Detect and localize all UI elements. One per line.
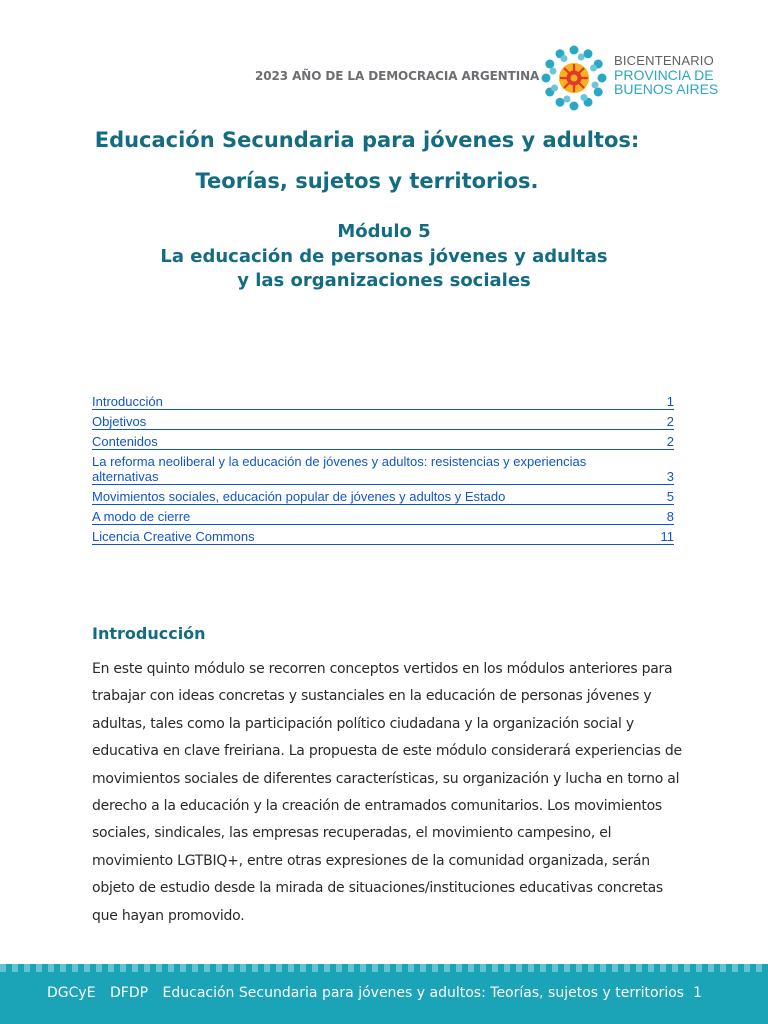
year-banner-text: 2023 AÑO DE LA DEMOCRACIA ARGENTINA xyxy=(255,69,540,83)
document-title: Educación Secundaria para jóvenes y adultos: xyxy=(94,128,640,152)
toc-entry-page: 8 xyxy=(666,509,674,524)
page-footer xyxy=(0,964,768,1024)
footer-org-dgcye: DGCyE xyxy=(47,985,96,1001)
toc-link-contenidos[interactable] xyxy=(92,432,674,450)
toc-entry-title: La reforma neoliberal y la educación de jóvenes y adultos: resistencias y experiencias alternativas xyxy=(92,454,587,484)
toc-link-introduccion[interactable] xyxy=(92,392,674,410)
toc-entry-title: Introducción xyxy=(92,394,163,409)
logo-line-bicentenario: BICENTENARIO xyxy=(614,53,714,68)
module-title-line1: La educación de personas jóvenes y adultas xyxy=(160,246,608,267)
province-emblem-icon xyxy=(540,44,608,112)
footer-org-dfdp: DFDP xyxy=(110,985,149,1001)
toc-entry-page: 2 xyxy=(666,414,674,429)
table-of-contents xyxy=(92,392,674,547)
page-header xyxy=(0,44,768,116)
document-subtitle: Teorías, sujetos y territorios. xyxy=(195,169,539,193)
toc-entry-page: 5 xyxy=(666,489,674,504)
toc-entry-title: Movimientos sociales, educación popular de jóvenes y adultos y Estado xyxy=(92,489,506,504)
toc-link-reforma-neoliberal[interactable] xyxy=(92,452,674,485)
toc-entry-title: Licencia Creative Commons xyxy=(92,529,255,544)
footer-caption xyxy=(47,985,694,1001)
toc-link-licencia[interactable] xyxy=(92,527,674,545)
toc-entry-title: Objetivos xyxy=(92,414,147,429)
footer-decorative-band xyxy=(0,964,768,972)
module-title-line2: y las organizaciones sociales xyxy=(237,270,531,291)
module-number: Módulo 5 xyxy=(337,221,431,242)
footer-course-title: Educación Secundaria para jóvenes y adultos: Teorías, sujetos y territorios xyxy=(162,985,685,1001)
toc-link-objetivos[interactable] xyxy=(92,412,674,430)
logo-line-buenos-aires: BUENOS AIRES xyxy=(614,81,719,97)
toc-entry-page: 3 xyxy=(666,469,674,484)
toc-entry-page: 2 xyxy=(666,434,674,449)
logo-line-provincia: PROVINCIA DE xyxy=(614,67,714,83)
toc-link-modo-de-cierre[interactable] xyxy=(92,507,674,525)
toc-entry-title: A modo de cierre xyxy=(92,509,191,524)
toc-entry-page: 1 xyxy=(666,394,674,409)
section-heading-introduccion: Introducción xyxy=(92,624,206,643)
footer-page-number: 1 xyxy=(693,985,702,1001)
province-logo-text xyxy=(614,54,724,96)
toc-link-movimientos-sociales[interactable] xyxy=(92,487,674,505)
toc-entry-page: 11 xyxy=(660,529,674,544)
introduction-paragraph: En este quinto módulo se recorren conceptos vertidos en los módulos anteriores para trabajar con ideas concretas y sustanciales en la educación de personas jóvenes y adultas, tales como la participación político ciudadana y la organización social y educativa en clave freiriana. La propuesta de este módulo considerará experiencias de movimientos sociales de diferentes características, su organización y lucha en torno al derecho a la educación y la creación de entramados comunitarios. Los movimientos sociales, sindicales, las empresas recuperadas, el movimiento campesino, el movimiento LGTBIQ+, entre otras expresiones de la comunidad organizada, serán objeto de estudio desde la mirada de situaciones/instituciones educativas concretas que hayan promovido. xyxy=(92,661,682,924)
toc-entry-title: Contenidos xyxy=(92,434,158,449)
